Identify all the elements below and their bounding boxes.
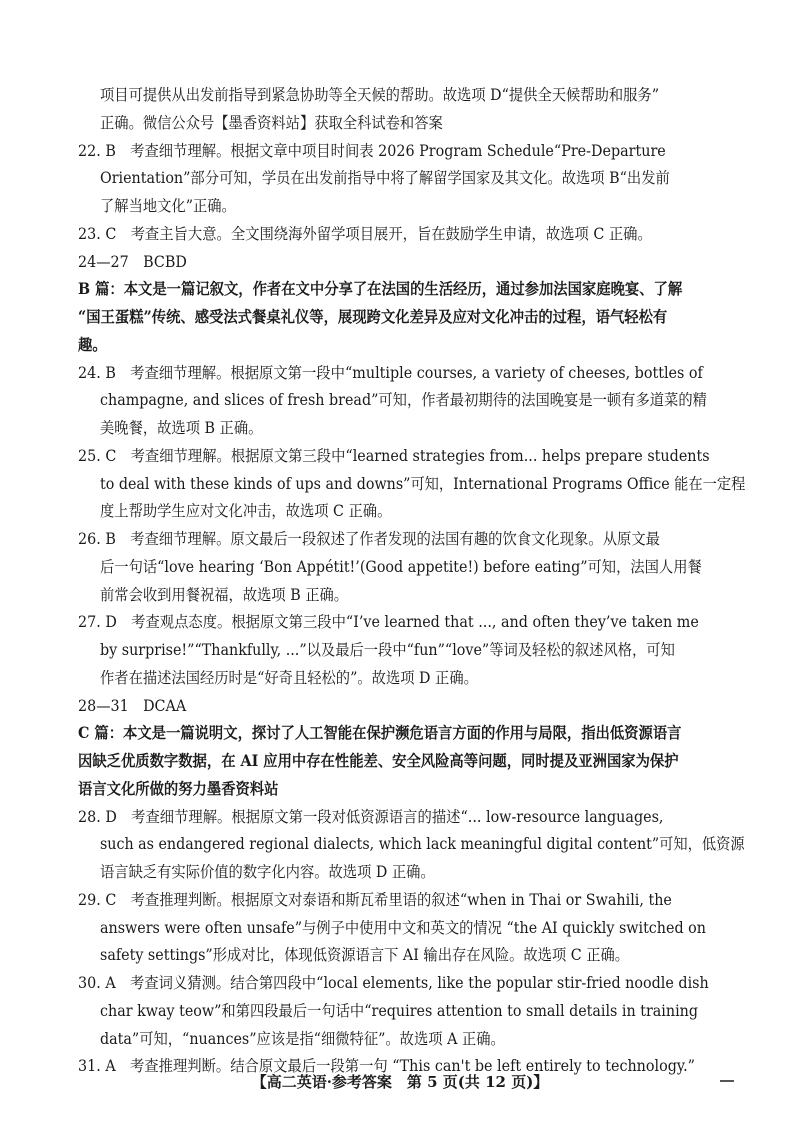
text-line: such as endangered regional dialects, which lack meaningful digital content”可知，低资源 (100, 835, 745, 853)
text-line: answers were often unsafe”与例子中使用中文和英文的情况 “the AI quickly switched on (100, 919, 706, 937)
answer-24: 24. B 考查细节理解。根据原文第一段中“multiple courses, a variety of cheeses, bottles of (78, 364, 703, 382)
text-line: to deal with these kinds of ups and downs”可知，International Programs Office 能在一定程 (100, 475, 746, 493)
answer-22: 22. B 考查细节理解。根据文章中项目时间表 2026 Program Schedule“Pre-Departure (78, 142, 666, 160)
text-line: 项目可提供从出发前指导到紧急协助等全天候的帮助。故选项 D“提供全天候帮助和服务” (100, 86, 660, 104)
text-line: safety settings”形成对比，体现低资源语言下 AI 输出存在风险。故选项 C 正确。 (100, 946, 630, 964)
text-line: 了解当地文化”正确。 (100, 197, 236, 215)
text-line: 前常会收到用餐祝福，故选项 B 正确。 (100, 586, 349, 604)
answer-23: 23. C 考查主旨大意。全文围绕海外留学项目展开，旨在鼓励学生申请，故选项 C 正确。 (78, 225, 652, 243)
answer-31: 31. A 考查推理判断。结合原文最后一段第一句 “This can't be left entirely to technology.” (78, 1057, 695, 1075)
answer-27: 27. D 考查观点态度。根据原文第三段中“I’ve learned that ..., and often they’ve taken me (78, 613, 699, 631)
text-line: 度上帮助学生应对文化冲击，故选项 C 正确。 (100, 502, 392, 520)
answer-30: 30. A 考查词义猜测。结合第四段中“local elements, like the popular stir-fried noodle dish (78, 974, 709, 992)
text-line: Orientation”部分可知，学员在出发前指导中将了解留学国家及其文化。故选项 B“出发前 (100, 169, 670, 187)
text-line: char kway teow”和第四段最后一句话中“requires attention to small details in training (100, 1002, 698, 1020)
answer-29: 29. C 考查推理判断。根据原文对泰语和斯瓦希里语的叙述“when in Thai or Swahili, the (78, 891, 672, 909)
text-line: 语言文化所做的努力墨香资料站 (78, 779, 279, 798)
text-line: “国王蛋糕”传统、感受法式餐桌礼仪等，展现跨文化差异及应对文化冲击的过程，语气轻松有 (78, 307, 668, 326)
text-line: 因缺乏优质数字数据，在 AI 应用中存在性能差、安全风险高等问题，同时提及亚洲国家为保护 (78, 751, 679, 770)
answer-28: 28. D 考查细节理解。根据原文第一段对低资源语言的描述“... low-resource languages, (78, 808, 664, 826)
answer-26: 26. B 考查细节理解。原文最后一段叙述了作者发现的法国有趣的饮食文化现象。从原文最 (78, 530, 660, 548)
text-line: champagne, and slices of fresh bread”可知，作者最初期待的法国晚宴是一顿有多道菜的精 (100, 391, 707, 409)
answer-key-24-27: 24—27 BCBD (78, 253, 187, 271)
text-line: 正确。微信公众号【墨香资料站】获取全科试卷和答案 (100, 114, 443, 132)
answer-key-28-31: 28—31 DCAA (78, 697, 187, 715)
scan-mark (720, 1080, 734, 1082)
passage-b-summary: B 篇：本文是一篇记叙文，作者在文中分享了在法国的生活经历，通过参加法国家庭晚宴、了解 (78, 279, 683, 298)
text-line: data”可知，“nuances”应该是指“细微特征”。故选项 A 正确。 (100, 1030, 505, 1048)
answer-25: 25. C 考查细节理解。根据原文第三段中“learned strategies from... helps prepare students (78, 447, 710, 465)
text-line: 美晚餐，故选项 B 正确。 (100, 419, 263, 437)
text-line: 趣。 (78, 335, 107, 354)
passage-c-summary: C 篇：本文是一篇说明文，探讨了人工智能在保护濒危语言方面的作用与局限，指出低资源语言 (78, 723, 682, 742)
text-line: 作者在描述法国经历时是“好奇且轻松的”。故选项 D 正确。 (100, 669, 478, 687)
text-line: 语言缺乏有实际价值的数字化内容。故选项 D 正确。 (100, 863, 435, 881)
text-line: 后一句话“love hearing ‘Bon Appétit!’(Good appetite!) before eating”可知，法国人用餐 (100, 558, 702, 576)
text-line: by surprise!”“Thankfully, ...”以及最后一段中“fun”“love”等词及轻松的叙述风格，可知 (100, 641, 675, 659)
page-footer: 【高二英语·参考答案 第 5 页(共 12 页)】 (251, 1073, 549, 1091)
